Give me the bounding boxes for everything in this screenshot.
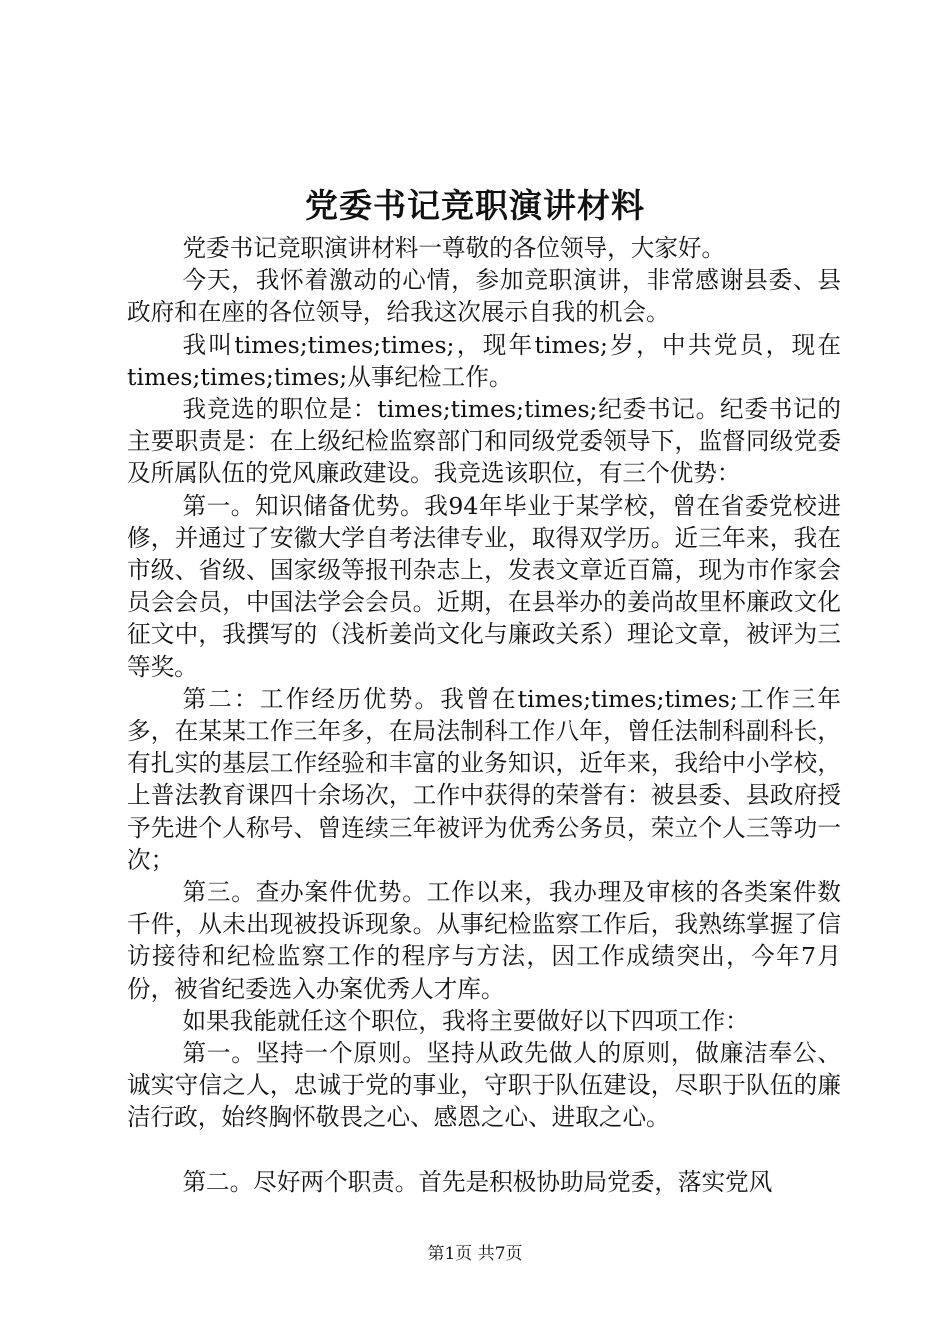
page-number-footer: 第1页 共7页	[427, 1244, 523, 1264]
paragraph-plan-intro: 如果我能就任这个职位，我将主要做好以下四项工作：	[182, 1006, 749, 1035]
paragraph-position: 我竞选的职位是：times;times;times;纪委书记。纪委书记的主要职责是：在上级纪检监察部门和同级党委领导下，监督同级党委及所属队伍的党风廉政建设。我竞选该职位，有三个优势：	[127, 395, 841, 488]
paragraph-self-intro: 我叫times;times;times;，现年times;岁，中共党员，现在times;times;times;从事纪检工作。	[127, 330, 841, 391]
paragraph-plan-1: 第一。坚持一个原则。坚持从政先做人的原则，做廉洁奉公、诚实守信之人，忠诚于党的事业，守职于队伍建设，尽职于队伍的廉洁行政，始终胸怀敬畏之心、感恩之心、进取之心。	[127, 1039, 841, 1132]
paragraph-opening: 今天，我怀着激动的心情，参加竞职演讲，非常感谢县委、县政府和在座的各位领导，给我这次展示自我的机会。	[127, 266, 841, 327]
paragraph-plan-2: 第二。尽好两个职责。首先是积极协助局党委，落实党风	[182, 1167, 773, 1196]
paragraph-advantage-2: 第二：工作经历优势。我曾在times;times;times;工作三年多，在某某工作三年多，在局法制科工作八年，曾任法制科副科长，有扎实的基层工作经验和丰富的业务知识，近年来，我给中小学校，上普法教育课四十余场次，工作中获得的荣誉有：被县委、县政府授予先进个人称号、曾连续三年被评为优秀公务员，荣立个人三等功一次；	[127, 684, 841, 874]
paragraph-advantage-1: 第一。知识储备优势。我94年毕业于某学校，曾在省委党校进修，并通过了安徽大学自考法律专业，取得双学历。近三年来，我在市级、省级、国家级等报刊杂志上，发表文章近百篇，现为市作家会员会会员，中国法学会会员。近期，在县举办的姜尚故里杯廉政文化征文中，我撰写的（浅析姜尚文化与廉政关系）理论文章，被评为三等奖。	[127, 491, 841, 681]
document-body	[127, 232, 841, 1198]
paragraph-greeting: 党委书记竞职演讲材料一尊敬的各位领导，大家好。	[182, 234, 726, 262]
document-title: 党委书记竞职演讲材料	[305, 186, 645, 225]
paragraph-advantage-3: 第三。查办案件优势。工作以来，我办理及审核的各类案件数千件，从未出现被投诉现象。从事纪检监察工作后，我熟练掌握了信访接待和纪检监察工作的程序与方法，因工作成绩突出，今年7月份，被省纪委选入办案优秀人才库。	[127, 878, 841, 1003]
